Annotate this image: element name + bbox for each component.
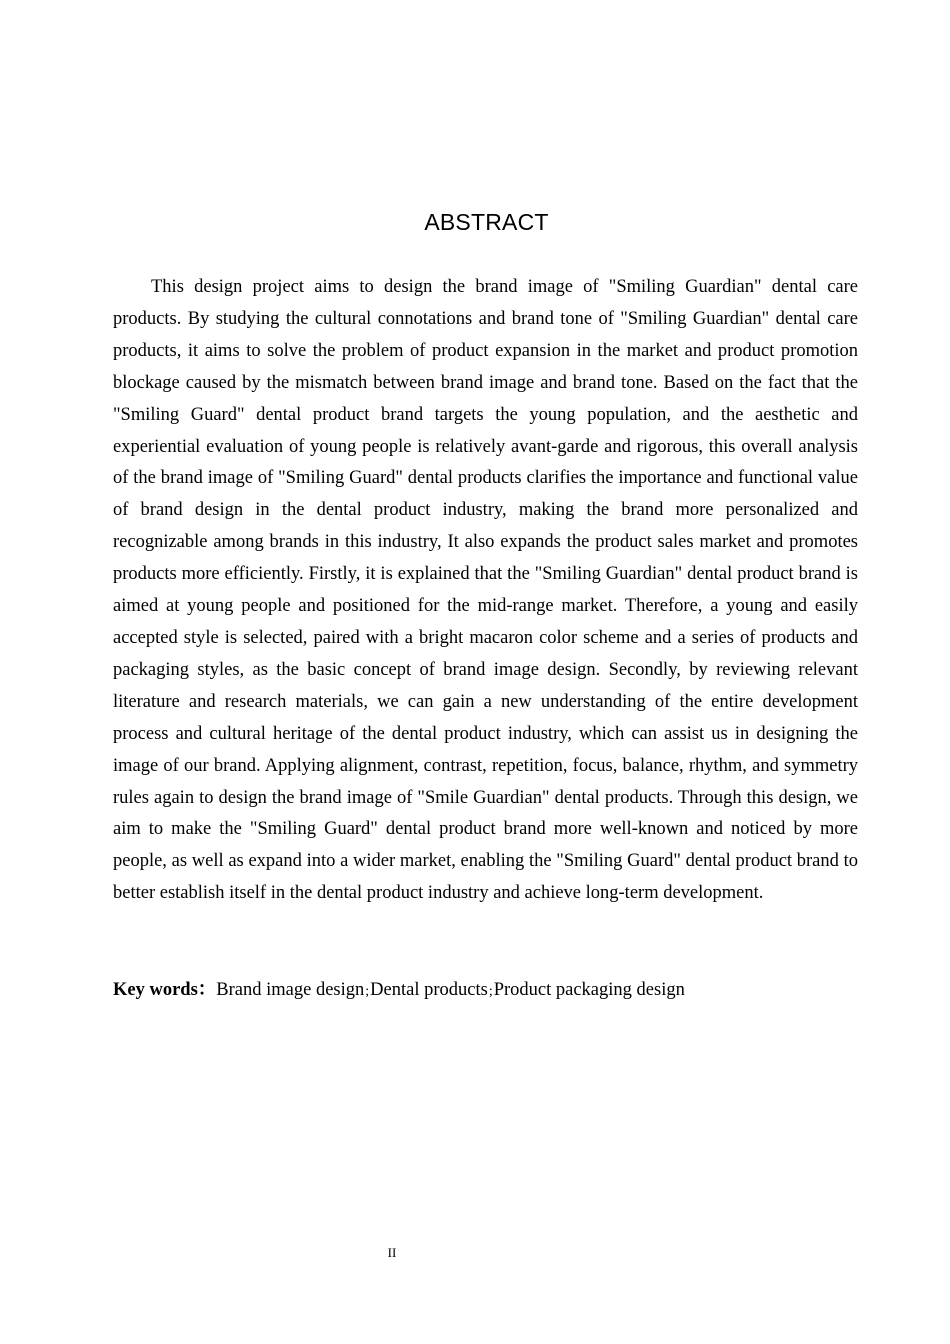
keyword-item: Brand image design [216,980,365,1000]
keyword-item: Dental products [370,980,488,1000]
keyword-item: Product packaging design [493,980,685,1000]
keywords-line [113,975,858,1007]
abstract-paragraph: This design project aims to design the brand image of "Smiling Guardian" dental care products. By studying the cultural connotations and brand tone of "Smiling Guardian" dental care products, it aims to solve the problem of product expansion in the market and product promotion blockage caused by the mismatch between brand image and brand tone. Based on the fact that the "Smiling Guard" dental product brand targets the young population, and the aesthetic and experiential evaluation of young people is relatively avant-garde and rigorous, this overall analysis of the brand image of "Smiling Guard" dental products clarifies the importance and functional value of brand design in the dental product industry, making the brand more personalized and recognizable among brands in this industry, It also expands the product sales market and promotes products more efficiently. Firstly, it is explained that the "Smiling Guardian" dental product brand is aimed at young people and positioned for the mid-range market. Therefore, a young and easily accepted style is selected, paired with a bright macaron color scheme and a series of products and packaging styles, as the basic concept of brand image design. Secondly, by reviewing relevant literature and research materials, we can gain a new understanding of the entire development process and cultural heritage of the dental product industry, which can assist us in designing the image of our brand. Applying alignment, contrast, repetition, focus, balance, rhythm, and symmetry rules again to design the brand image of "Smile Guardian" dental products. Through this design, we aim to make the "Smiling Guard" dental product brand more well-known and noticed by more people, as well as expand into a wider market, enabling the "Smiling Guard" dental product brand to better establish itself in the dental product industry and achieve long-term development. [113,277,858,904]
keyword-separator: ; [365,984,370,999]
page-number: II [387,1245,397,1260]
page-title: ABSTRACT [424,209,549,235]
keywords-label: Key words： [113,980,217,1000]
keyword-separator: ; [488,984,493,999]
